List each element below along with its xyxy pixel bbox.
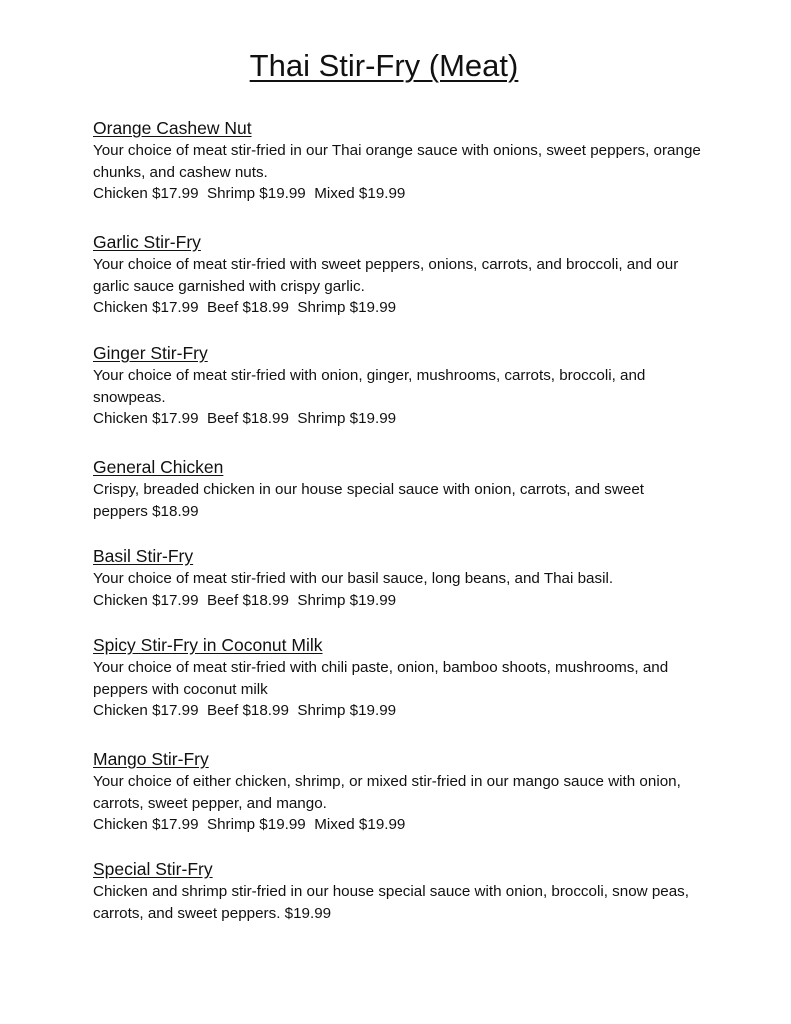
menu-item-basil-stir-fry bbox=[93, 544, 723, 633]
menu-item-prices: Chicken $17.99 Beef $18.99 Shrimp $19.99 bbox=[93, 591, 397, 609]
menu-item-description: Your choice of either chicken, shrimp, or mixed stir-fried in our mango sauce with onion, carrots, sweet pepper, and mango. bbox=[93, 773, 681, 812]
menu-item-special-stir-fry bbox=[93, 857, 723, 924]
menu-item-spicy-stir-fry-coconut-milk bbox=[93, 633, 723, 747]
menu-item-prices: Chicken $17.99 Shrimp $19.99 Mixed $19.99 bbox=[93, 816, 406, 834]
menu-item-name: Garlic Stir-Fry bbox=[93, 232, 201, 252]
menu-items-list bbox=[93, 116, 723, 924]
menu-item-name: Spicy Stir-Fry in Coconut Milk bbox=[93, 635, 323, 655]
page-title: Thai Stir-Fry (Meat) bbox=[249, 48, 519, 83]
menu-item-ginger-stir-fry bbox=[93, 341, 723, 455]
menu-item-name: General Chicken bbox=[93, 457, 224, 477]
menu-item-prices: Chicken $17.99 Shrimp $19.99 Mixed $19.99 bbox=[93, 185, 406, 203]
menu-item-description: Your choice of meat stir-fried with chili paste, onion, bamboo shoots, mushrooms, and peppers with coconut milk bbox=[93, 659, 669, 698]
menu-item-name: Special Stir-Fry bbox=[93, 859, 213, 879]
menu-item-description: Your choice of meat stir-fried with sweet peppers, onions, carrots, and broccoli, and our garlic sauce garnished with crispy garlic. bbox=[93, 256, 679, 295]
menu-item-name: Basil Stir-Fry bbox=[93, 546, 194, 566]
menu-item-name: Orange Cashew Nut bbox=[93, 118, 252, 138]
menu-item-prices: Chicken $17.99 Beef $18.99 Shrimp $19.99 bbox=[93, 410, 397, 428]
menu-item-prices: Chicken $17.99 Beef $18.99 Shrimp $19.99 bbox=[93, 299, 397, 317]
menu-item-name: Ginger Stir-Fry bbox=[93, 343, 208, 363]
menu-item-name: Mango Stir-Fry bbox=[93, 749, 209, 769]
menu-item-description: Chicken and shrimp stir-fried in our house special sauce with onion, broccoli, snow peas, carrots, and sweet peppers. $19.99 bbox=[93, 883, 689, 922]
menu-item-description: Your choice of meat stir-fried with our basil sauce, long beans, and Thai basil. bbox=[93, 570, 614, 587]
menu-item-orange-cashew-nut bbox=[93, 116, 723, 230]
menu-item-garlic-stir-fry bbox=[93, 230, 723, 341]
menu-item-general-chicken bbox=[93, 455, 723, 544]
menu-item-prices: Chicken $17.99 Beef $18.99 Shrimp $19.99 bbox=[93, 702, 397, 720]
menu-item-description: Your choice of meat stir-fried in our Thai orange sauce with onions, sweet peppers, orange chunks, and cashew nuts. bbox=[93, 142, 701, 181]
menu-item-description: Crispy, breaded chicken in our house special sauce with onion, carrots, and sweet peppers $18.99 bbox=[93, 481, 644, 520]
menu-item-description: Your choice of meat stir-fried with onion, ginger, mushrooms, carrots, broccoli, and snowpeas. bbox=[93, 367, 646, 406]
menu-item-mango-stir-fry bbox=[93, 747, 723, 857]
